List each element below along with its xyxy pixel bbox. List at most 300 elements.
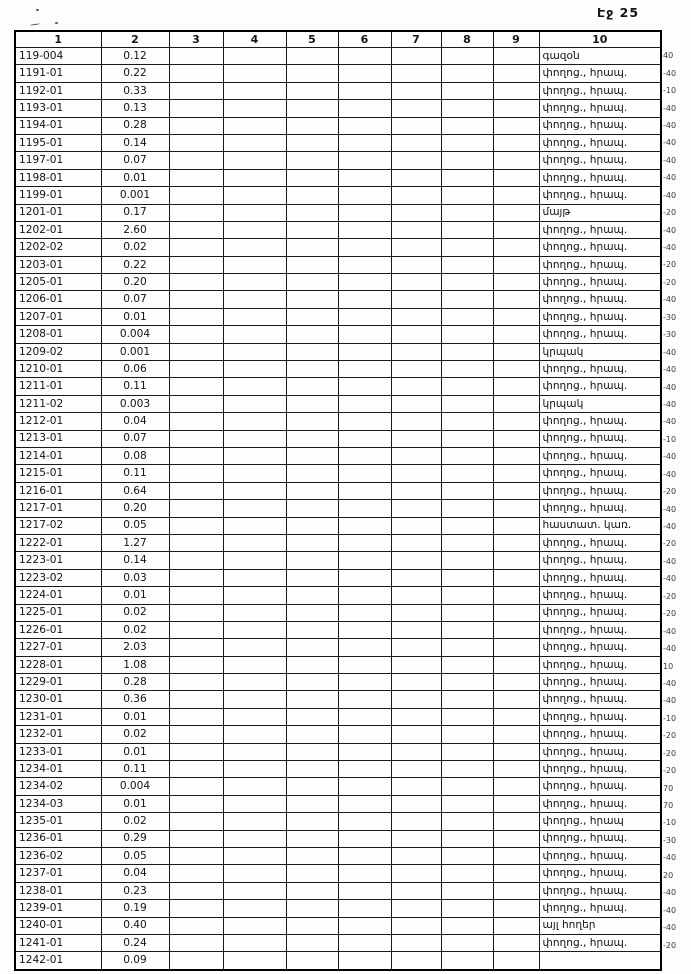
empty-cell (223, 430, 286, 447)
empty-cell (391, 674, 441, 691)
empty-cell (223, 500, 286, 517)
empty-cell (493, 134, 539, 151)
land-use-cell: կրպակ (539, 395, 661, 412)
table-row (15, 378, 661, 395)
parcel-code-cell: 1199-01 (15, 187, 101, 204)
land-use-cell: այլ հողեր (539, 917, 661, 934)
empty-cell (286, 761, 338, 778)
margin-annotation: -40 (663, 452, 677, 462)
area-value-cell: 0.12 (101, 48, 169, 65)
empty-cell (286, 847, 338, 864)
margin-annotation: -10 (663, 818, 677, 828)
empty-cell (338, 134, 391, 151)
empty-cell (169, 274, 223, 291)
empty-cell (286, 656, 338, 673)
empty-cell (286, 621, 338, 638)
empty-cell (391, 308, 441, 325)
land-use-cell: փողոց., հրապ. (539, 500, 661, 517)
empty-cell (441, 447, 493, 464)
empty-cell (338, 187, 391, 204)
margin-annotation: -40 (663, 68, 677, 78)
empty-cell (338, 952, 391, 970)
parcel-code-cell: 1230-01 (15, 691, 101, 708)
empty-cell (493, 552, 539, 569)
empty-cell (493, 691, 539, 708)
table-row (15, 761, 661, 778)
empty-cell (338, 239, 391, 256)
empty-cell (493, 187, 539, 204)
land-use-cell: փողոց., հրապ. (539, 134, 661, 151)
land-use-cell (539, 952, 661, 970)
land-use-cell: փողոց., հրապ. (539, 674, 661, 691)
margin-annotation: -30 (663, 835, 677, 845)
table-row (15, 674, 661, 691)
area-value-cell: 0.001 (101, 187, 169, 204)
margin-annotation: -40 (663, 678, 677, 688)
parcel-code-cell: 1222-01 (15, 534, 101, 551)
empty-cell (223, 934, 286, 951)
area-value-cell: 0.02 (101, 813, 169, 830)
parcel-code-cell: 1213-01 (15, 430, 101, 447)
parcel-code-cell: 1240-01 (15, 917, 101, 934)
empty-cell (441, 847, 493, 864)
empty-cell (493, 204, 539, 221)
empty-cell (286, 708, 338, 725)
table-row (15, 691, 661, 708)
table-row (15, 587, 661, 604)
empty-cell (441, 552, 493, 569)
parcel-code-cell: 1195-01 (15, 134, 101, 151)
empty-cell (493, 239, 539, 256)
empty-cell (286, 413, 338, 430)
column-header-8: 8 (441, 31, 493, 48)
area-value-cell: 0.28 (101, 674, 169, 691)
empty-cell (493, 256, 539, 273)
empty-cell (493, 726, 539, 743)
empty-cell (169, 656, 223, 673)
empty-cell (169, 882, 223, 899)
parcel-code-cell: 1242-01 (15, 952, 101, 970)
column-header-3: 3 (169, 31, 223, 48)
table-row (15, 134, 661, 151)
empty-cell (286, 465, 338, 482)
empty-cell (338, 587, 391, 604)
empty-cell (169, 830, 223, 847)
empty-cell (391, 256, 441, 273)
empty-cell (391, 482, 441, 499)
table-row (15, 778, 661, 795)
land-use-cell: փողոց., հրապ. (539, 900, 661, 917)
margin-annotation: -30 (663, 312, 677, 322)
empty-cell (493, 882, 539, 899)
empty-cell (286, 447, 338, 464)
land-use-cell: փողոց., հրապ. (539, 708, 661, 725)
margin-annotation: -20 (663, 208, 677, 218)
margin-annotation: 20 (663, 870, 674, 880)
table-row (15, 708, 661, 725)
empty-cell (286, 117, 338, 134)
empty-cell (338, 204, 391, 221)
empty-cell (493, 534, 539, 551)
empty-cell (493, 65, 539, 82)
margin-annotation: -40 (663, 155, 677, 165)
land-use-cell: փողոց., հրապ. (539, 795, 661, 812)
empty-cell (441, 117, 493, 134)
area-value-cell: 0.01 (101, 308, 169, 325)
empty-cell (391, 82, 441, 99)
table-row (15, 447, 661, 464)
empty-cell (169, 726, 223, 743)
land-use-cell: փողոց., հրապ. (539, 482, 661, 499)
empty-cell (493, 169, 539, 186)
empty-cell (223, 169, 286, 186)
area-value-cell: 0.11 (101, 378, 169, 395)
parcel-code-cell: 1223-02 (15, 569, 101, 586)
empty-cell (493, 291, 539, 308)
empty-cell (286, 795, 338, 812)
empty-cell (169, 639, 223, 656)
parcel-code-cell: 1206-01 (15, 291, 101, 308)
table-row (15, 152, 661, 169)
margin-annotation: -40 (663, 905, 677, 915)
empty-cell (391, 934, 441, 951)
empty-cell (286, 395, 338, 412)
empty-cell (286, 134, 338, 151)
land-use-cell: փողոց., հրապ. (539, 117, 661, 134)
empty-cell (169, 395, 223, 412)
column-header-1: 1 (15, 31, 101, 48)
empty-cell (286, 517, 338, 534)
data-table (14, 30, 662, 971)
empty-cell (223, 743, 286, 760)
empty-cell (338, 621, 391, 638)
table-row (15, 100, 661, 117)
parcel-code-cell: 1235-01 (15, 813, 101, 830)
empty-cell (391, 117, 441, 134)
empty-cell (169, 447, 223, 464)
empty-cell (338, 291, 391, 308)
empty-cell (391, 239, 441, 256)
empty-cell (441, 882, 493, 899)
empty-cell (286, 291, 338, 308)
empty-cell (338, 256, 391, 273)
page-number: Էջ 25 (597, 5, 640, 20)
empty-cell (441, 900, 493, 917)
land-use-cell: փողոց., հրապ. (539, 256, 661, 273)
empty-cell (493, 708, 539, 725)
parcel-code-cell: 1225-01 (15, 604, 101, 621)
parcel-code-cell: 1198-01 (15, 169, 101, 186)
empty-cell (223, 274, 286, 291)
parcel-code-cell: 1201-01 (15, 204, 101, 221)
area-value-cell: 0.23 (101, 882, 169, 899)
header-row (15, 31, 661, 48)
table-row (15, 239, 661, 256)
empty-cell (338, 882, 391, 899)
parcel-code-cell: 1207-01 (15, 308, 101, 325)
empty-cell (391, 343, 441, 360)
area-value-cell: 0.04 (101, 413, 169, 430)
parcel-code-cell: 1205-01 (15, 274, 101, 291)
empty-cell (223, 604, 286, 621)
area-value-cell: 0.24 (101, 934, 169, 951)
empty-cell (493, 917, 539, 934)
empty-cell (441, 639, 493, 656)
empty-cell (338, 395, 391, 412)
empty-cell (169, 847, 223, 864)
empty-cell (286, 343, 338, 360)
empty-cell (286, 204, 338, 221)
area-value-cell: 0.01 (101, 708, 169, 725)
area-value-cell: 0.14 (101, 134, 169, 151)
parcel-code-cell: 1208-01 (15, 326, 101, 343)
area-value-cell: 0.29 (101, 830, 169, 847)
empty-cell (441, 934, 493, 951)
empty-cell (493, 674, 539, 691)
empty-cell (391, 65, 441, 82)
area-value-cell: 0.11 (101, 465, 169, 482)
empty-cell (493, 48, 539, 65)
empty-cell (441, 169, 493, 186)
parcel-code-cell: 1217-01 (15, 500, 101, 517)
land-use-cell: փողոց., հրապ. (539, 65, 661, 82)
empty-cell (441, 413, 493, 430)
parcel-code-cell: 1237-01 (15, 865, 101, 882)
empty-cell (223, 395, 286, 412)
land-use-cell: փողոց., հրապ. (539, 743, 661, 760)
empty-cell (223, 621, 286, 638)
empty-cell (286, 743, 338, 760)
empty-cell (169, 691, 223, 708)
area-value-cell: 0.22 (101, 65, 169, 82)
empty-cell (391, 813, 441, 830)
empty-cell (286, 830, 338, 847)
empty-cell (391, 882, 441, 899)
empty-cell (493, 639, 539, 656)
column-header-6: 6 (338, 31, 391, 48)
area-value-cell: 0.64 (101, 482, 169, 499)
empty-cell (286, 308, 338, 325)
land-use-cell: փողոց., հրապ. (539, 430, 661, 447)
empty-cell (493, 587, 539, 604)
empty-cell (493, 656, 539, 673)
empty-cell (169, 326, 223, 343)
empty-cell (223, 952, 286, 970)
empty-cell (493, 865, 539, 882)
empty-cell (493, 378, 539, 395)
empty-cell (338, 569, 391, 586)
empty-cell (223, 778, 286, 795)
empty-cell (223, 708, 286, 725)
empty-cell (169, 813, 223, 830)
empty-cell (338, 795, 391, 812)
table-body (15, 48, 661, 970)
area-value-cell: 0.28 (101, 117, 169, 134)
empty-cell (286, 534, 338, 551)
empty-cell (391, 500, 441, 517)
empty-cell (286, 587, 338, 604)
empty-cell (338, 465, 391, 482)
area-value-cell: 0.05 (101, 517, 169, 534)
empty-cell (441, 361, 493, 378)
parcel-code-cell: 1232-01 (15, 726, 101, 743)
table-row (15, 621, 661, 638)
empty-cell (286, 221, 338, 238)
land-use-cell: փողոց., հրապ. (539, 552, 661, 569)
empty-cell (286, 569, 338, 586)
empty-cell (223, 239, 286, 256)
parcel-code-cell: 1192-01 (15, 82, 101, 99)
empty-cell (223, 117, 286, 134)
empty-cell (223, 447, 286, 464)
empty-cell (223, 900, 286, 917)
empty-cell (338, 274, 391, 291)
empty-cell (286, 934, 338, 951)
margin-annotation: -10 (663, 86, 677, 96)
table-row (15, 361, 661, 378)
parcel-code-cell: 1211-02 (15, 395, 101, 412)
empty-cell (169, 917, 223, 934)
empty-cell (169, 187, 223, 204)
area-value-cell: 0.01 (101, 795, 169, 812)
area-value-cell: 0.03 (101, 569, 169, 586)
empty-cell (391, 100, 441, 117)
empty-cell (169, 430, 223, 447)
empty-cell (223, 761, 286, 778)
margin-annotation: 70 (663, 801, 674, 811)
empty-cell (441, 221, 493, 238)
margin-annotation: -20 (663, 487, 677, 497)
empty-cell (169, 761, 223, 778)
margin-annotation: -20 (663, 731, 677, 741)
empty-cell (391, 952, 441, 970)
area-value-cell: 0.36 (101, 691, 169, 708)
empty-cell (493, 482, 539, 499)
empty-cell (493, 795, 539, 812)
area-value-cell: 0.20 (101, 274, 169, 291)
empty-cell (391, 447, 441, 464)
parcel-code-cell: 1236-01 (15, 830, 101, 847)
empty-cell (441, 778, 493, 795)
empty-cell (338, 308, 391, 325)
parcel-code-cell: 1224-01 (15, 587, 101, 604)
empty-cell (441, 308, 493, 325)
parcel-code-cell: 1194-01 (15, 117, 101, 134)
area-value-cell: 0.07 (101, 291, 169, 308)
empty-cell (441, 378, 493, 395)
land-use-cell: փողոց., հրապ. (539, 621, 661, 638)
empty-cell (223, 152, 286, 169)
land-use-cell: փողոց., հրապ. (539, 308, 661, 325)
column-header-10: 10 (539, 31, 661, 48)
empty-cell (338, 500, 391, 517)
land-use-cell: փողոց., հրապ. (539, 378, 661, 395)
table-row (15, 465, 661, 482)
empty-cell (223, 552, 286, 569)
land-use-cell: փողոց., հրապ. (539, 882, 661, 899)
empty-cell (338, 169, 391, 186)
table-row (15, 169, 661, 186)
parcel-code-cell: 1236-02 (15, 847, 101, 864)
parcel-code-cell: 1228-01 (15, 656, 101, 673)
empty-cell (223, 378, 286, 395)
empty-cell (493, 934, 539, 951)
table-row (15, 482, 661, 499)
table-row (15, 395, 661, 412)
empty-cell (286, 378, 338, 395)
empty-cell (223, 813, 286, 830)
table-row (15, 830, 661, 847)
empty-cell (338, 917, 391, 934)
area-value-cell: 0.19 (101, 900, 169, 917)
empty-cell (338, 830, 391, 847)
area-value-cell: 1.27 (101, 534, 169, 551)
land-use-cell: փողոց., հրապ. (539, 361, 661, 378)
margin-annotation: -10 (663, 713, 677, 723)
parcel-code-cell: 1229-01 (15, 674, 101, 691)
margin-annotation: -40 (663, 626, 677, 636)
empty-cell (338, 691, 391, 708)
empty-cell (223, 587, 286, 604)
empty-cell (391, 778, 441, 795)
empty-cell (286, 882, 338, 899)
margin-annotation: -40 (663, 696, 677, 706)
empty-cell (441, 691, 493, 708)
empty-cell (286, 82, 338, 99)
area-value-cell: 0.13 (101, 100, 169, 117)
empty-cell (223, 221, 286, 238)
empty-cell (286, 326, 338, 343)
table-row (15, 604, 661, 621)
margin-annotation: -10 (663, 434, 677, 444)
area-value-cell: 0.004 (101, 778, 169, 795)
margin-annotation: -40 (663, 243, 677, 253)
area-value-cell: 0.003 (101, 395, 169, 412)
empty-cell (169, 900, 223, 917)
empty-cell (441, 674, 493, 691)
area-value-cell: 1.08 (101, 656, 169, 673)
empty-cell (338, 900, 391, 917)
empty-cell (223, 308, 286, 325)
table-row (15, 117, 661, 134)
margin-annotation: -20 (663, 609, 677, 619)
land-use-cell: փողոց., հրապ. (539, 656, 661, 673)
land-use-cell: փողոց., հրապ. (539, 291, 661, 308)
margin-annotation: 70 (663, 783, 674, 793)
empty-cell (441, 569, 493, 586)
area-value-cell: 2.03 (101, 639, 169, 656)
table-row (15, 82, 661, 99)
empty-cell (169, 465, 223, 482)
empty-cell (441, 395, 493, 412)
empty-cell (223, 291, 286, 308)
table-row (15, 569, 661, 586)
empty-cell (338, 847, 391, 864)
empty-cell (441, 656, 493, 673)
table-row (15, 934, 661, 951)
scan-artifact (36, 9, 39, 11)
parcel-code-cell: 1234-01 (15, 761, 101, 778)
parcel-code-cell: 1210-01 (15, 361, 101, 378)
empty-cell (223, 830, 286, 847)
empty-cell (223, 326, 286, 343)
empty-cell (391, 413, 441, 430)
empty-cell (169, 569, 223, 586)
table-row (15, 534, 661, 551)
table-row (15, 274, 661, 291)
empty-cell (338, 430, 391, 447)
empty-cell (493, 326, 539, 343)
